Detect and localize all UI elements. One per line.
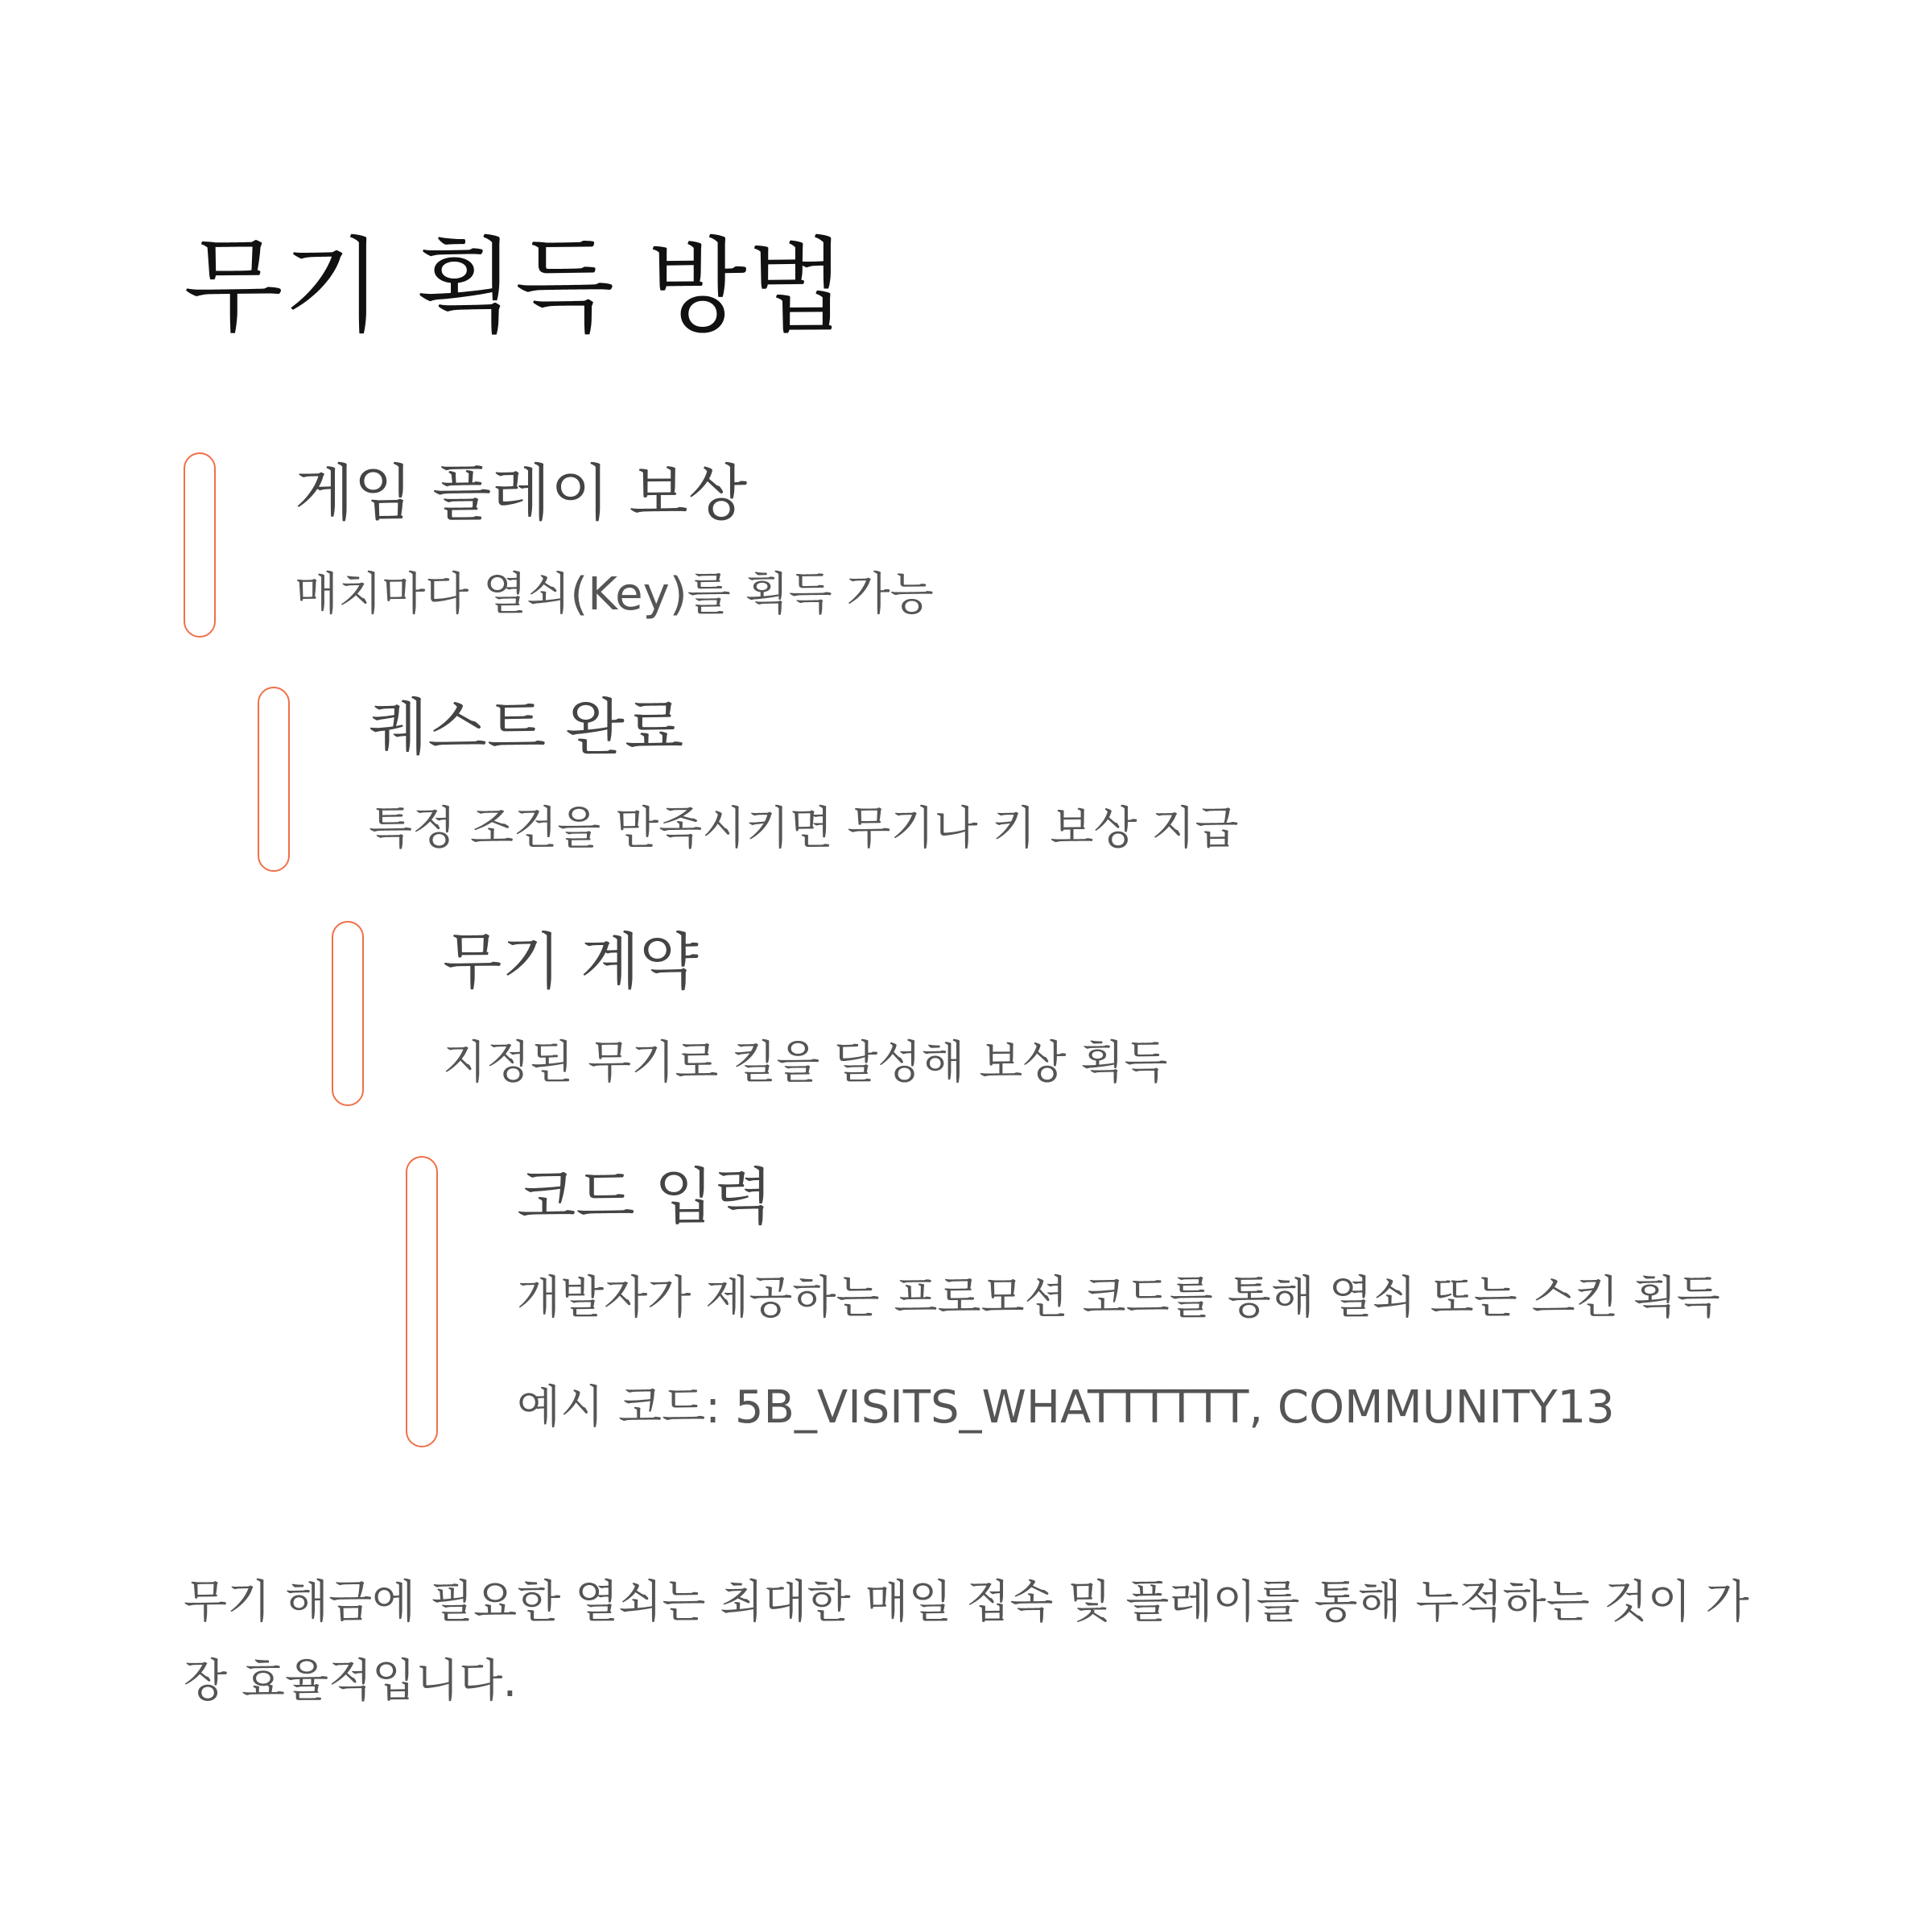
step-example-code: 예시 코드: 5B_VISITS_WHATTTTTT, COMMUNITY13 xyxy=(517,1381,1615,1434)
step-heading: 코드 입력 xyxy=(517,1161,773,1232)
step-description: 매치마다 열쇠(Key)를 획득 가능 xyxy=(295,568,934,621)
step-marker xyxy=(332,921,364,1106)
page-title: 무기 획득 방법 xyxy=(184,227,847,347)
step-description: 지정된 무기로 킬을 달성해 보상 획득 xyxy=(443,1037,1168,1089)
step-heading: 게임 플레이 보상 xyxy=(295,457,748,529)
step-description: 개발자가 제공하는 프로모션 코드를 통해 열쇠 또는 스킨 획득 xyxy=(517,1272,1720,1324)
step-heading: 무기 계약 xyxy=(443,926,699,997)
footer-note: 무기 해금에 필요한 열쇠는 최대한 매일 접속 및 플레이를 통해 누적하는 것이 가장 효율적입니다. xyxy=(184,1576,1749,1707)
step-heading: 퀘스트 완료 xyxy=(369,691,684,763)
step-marker xyxy=(258,687,290,872)
step-marker xyxy=(184,452,216,638)
step-marker xyxy=(406,1156,438,1447)
step-description: 특정 조건을 만족시키면 무기나 키 보상 지급 xyxy=(369,803,1239,855)
